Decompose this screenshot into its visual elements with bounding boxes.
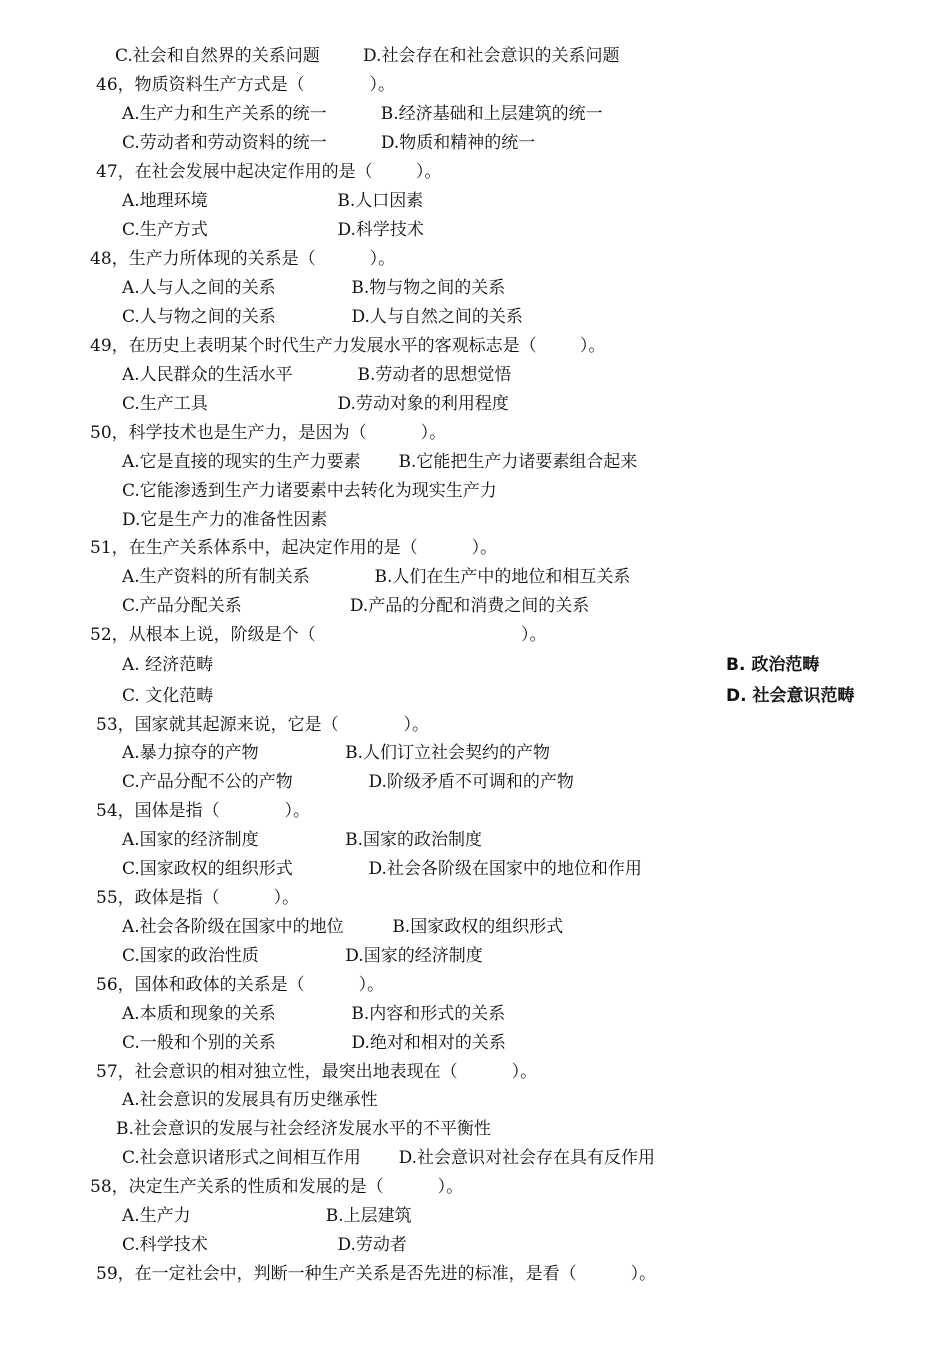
text-line: C.生产方式 D.科学技术 [122, 220, 424, 240]
text-line: C.社会意识诸形式之间相互作用 D.社会意识对社会存在具有反作用 [122, 1148, 656, 1168]
question-52: 52，从根本上说，阶级是个（ ）。 [90, 625, 547, 645]
text-line: A.人民群众的生活水平 B.劳动者的思想觉悟 [122, 365, 512, 385]
question-56: 56，国体和政体的关系是（ ）。 [96, 975, 385, 995]
text-line: B.社会意识的发展与社会经济发展水平的不平衡性 [116, 1119, 491, 1139]
text-line: C.国家的政治性质 D.国家的经济制度 [122, 946, 483, 966]
text-line: C.劳动者和劳动资料的统一 D.物质和精神的统一 [122, 133, 536, 153]
text-line: A.社会意识的发展具有历史继承性 [122, 1090, 378, 1110]
text-line: A.生产力 B.上层建筑 [122, 1206, 412, 1226]
option-52-b: B. 政治范畴 [726, 655, 820, 675]
question-58: 58，决定生产关系的性质和发展的是（ ）。 [90, 1177, 464, 1197]
text-line: C.生产工具 D.劳动对象的利用程度 [122, 394, 509, 414]
question-59: 59，在一定社会中，判断一种生产关系是否先进的标准，是看（ ）。 [96, 1264, 657, 1284]
question-55: 55，政体是指（ ）。 [96, 888, 300, 908]
question-51: 51，在生产关系体系中，起决定作用的是（ ）。 [90, 538, 498, 558]
text-line: A.它是直接的现实的生产力要素 B.它能把生产力诸要素组合起来 [122, 452, 638, 472]
text-line: C.科学技术 D.劳动者 [122, 1235, 407, 1255]
option-52-a: A. 经济范畴 [122, 655, 214, 675]
text-line: C.国家政权的组织形式 D.社会各阶级在国家中的地位和作用 [122, 859, 642, 879]
text-line: A.本质和现象的关系 B.内容和形式的关系 [122, 1004, 506, 1024]
question-48: 48，生产力所体现的关系是（ ）。 [90, 249, 396, 269]
text-line: C.社会和自然界的关系问题 D.社会存在和社会意识的关系问题 [115, 46, 620, 66]
question-53: 53，国家就其起源来说，它是（ ）。 [96, 715, 429, 735]
text-line: A.人与人之间的关系 B.物与物之间的关系 [122, 278, 506, 298]
text-line: A.暴力掠夺的产物 B.人们订立社会契约的产物 [122, 743, 551, 763]
text-line: A.生产资料的所有制关系 B.人们在生产中的地位和相互关系 [122, 567, 631, 587]
question-46: 46，物质资料生产方式是（ ）。 [96, 75, 395, 95]
text-line: C.产品分配不公的产物 D.阶级矛盾不可调和的产物 [122, 772, 574, 792]
question-57: 57，社会意识的相对独立性，最突出地表现在（ ）。 [96, 1062, 538, 1082]
question-47: 47，在社会发展中起决定作用的是（ ）。 [96, 162, 442, 182]
question-50: 50，科学技术也是生产力，是因为（ ）。 [90, 423, 447, 443]
question-54: 54，国体是指（ ）。 [96, 801, 310, 821]
text-line: C.一般和个别的关系 D.绝对和相对的关系 [122, 1033, 506, 1053]
question-49: 49，在历史上表明某个时代生产力发展水平的客观标志是（ ）。 [90, 336, 606, 356]
text-line: C.它能渗透到生产力诸要素中去转化为现实生产力 [122, 481, 497, 501]
text-line: A.国家的经济制度 B.国家的政治制度 [122, 830, 483, 850]
text-line: C.产品分配关系 D.产品的分配和消费之间的关系 [122, 596, 590, 616]
text-line: A.地理环境 B.人口因素 [122, 191, 424, 211]
text-line: C.人与物之间的关系 D.人与自然之间的关系 [122, 307, 523, 327]
option-52-d: D. 社会意识范畴 [726, 686, 855, 706]
text-line: A.社会各阶级在国家中的地位 B.国家政权的组织形式 [122, 917, 564, 937]
text-line: D.它是生产力的准备性因素 [122, 510, 328, 530]
text-line: A.生产力和生产关系的统一 B.经济基础和上层建筑的统一 [122, 104, 603, 124]
option-52-c: C. 文化范畴 [122, 686, 214, 706]
